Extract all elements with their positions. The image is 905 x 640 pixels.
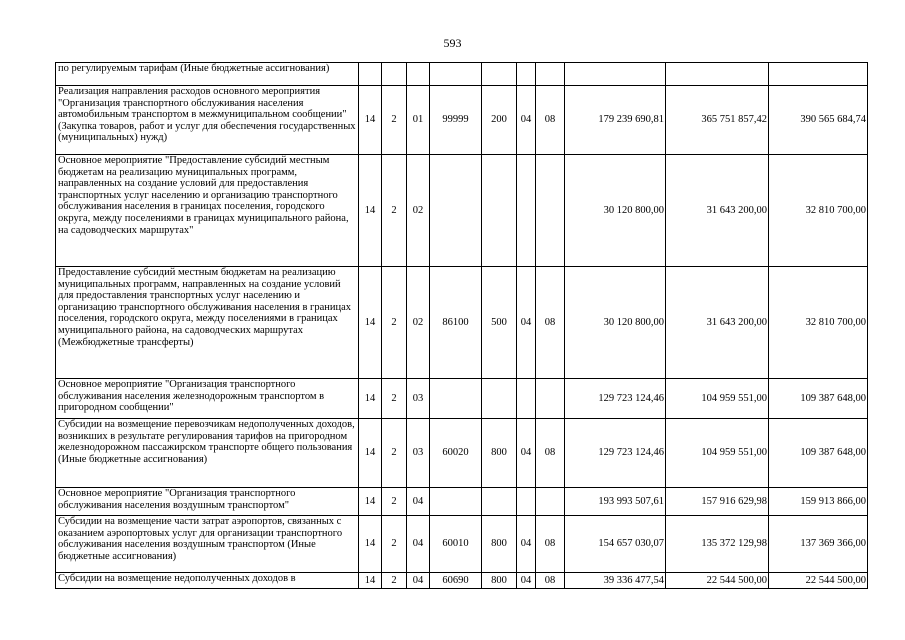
amount-year-2: 365 751 857,42 [666, 86, 769, 155]
expense-direction-code [430, 63, 482, 86]
row-name: по регулируемым тарифам (Иные бюджетные ассигнования) [56, 63, 359, 86]
subsection-code [536, 155, 565, 267]
activity-code: 02 [407, 155, 430, 267]
program-code: 14 [359, 573, 382, 589]
subprogram-code: 2 [382, 516, 407, 573]
activity-code: 01 [407, 86, 430, 155]
row-name: Реализация направления расходов основного мероприятия "Организация транспортного обслуживания населения автомобильным транспортом в межмуниципальном сообщении" (Закупка товаров, работ и услуг для обеспечения государственных (муниципальных) нужд) [56, 86, 359, 155]
amount-year-1: 129 723 124,46 [565, 419, 666, 488]
amount-year-3: 390 565 684,74 [769, 86, 868, 155]
table-row [56, 573, 868, 589]
row-name: Основное мероприятие "Организация транспортного обслуживания населения воздушным транспортом" [56, 488, 359, 516]
expense-type-code [482, 63, 517, 86]
subprogram-code: 2 [382, 155, 407, 267]
amount-year-2: 31 643 200,00 [666, 155, 769, 267]
row-name: Субсидии на возмещение недополученных доходов в [56, 573, 359, 589]
amount-year-3 [769, 63, 868, 86]
expense-direction-code [430, 379, 482, 419]
expense-direction-code: 60010 [430, 516, 482, 573]
activity-code: 03 [407, 379, 430, 419]
section-code: 04 [517, 516, 536, 573]
table-row [56, 488, 868, 516]
section-code [517, 155, 536, 267]
section-code [517, 379, 536, 419]
subprogram-code: 2 [382, 573, 407, 589]
subsection-code [536, 63, 565, 86]
amount-year-1: 30 120 800,00 [565, 155, 666, 267]
expense-direction-code: 99999 [430, 86, 482, 155]
amount-year-3: 109 387 648,00 [769, 379, 868, 419]
subsection-code: 08 [536, 419, 565, 488]
program-code: 14 [359, 379, 382, 419]
subsection-code: 08 [536, 516, 565, 573]
subprogram-code [382, 63, 407, 86]
section-code [517, 63, 536, 86]
expense-direction-code: 86100 [430, 267, 482, 379]
activity-code: 04 [407, 573, 430, 589]
program-code: 14 [359, 419, 382, 488]
expense-type-code: 200 [482, 86, 517, 155]
expense-direction-code [430, 155, 482, 267]
activity-code [407, 63, 430, 86]
row-name: Субсидии на возмещение части затрат аэропортов, связанных с оказанием аэропортовых услуг для организации транспортного обслуживания населения воздушным транспортом (Иные бюджетные ассигнования) [56, 516, 359, 573]
expense-type-code [482, 155, 517, 267]
subsection-code: 08 [536, 86, 565, 155]
amount-year-1 [565, 63, 666, 86]
subsection-code [536, 379, 565, 419]
expense-type-code [482, 379, 517, 419]
subprogram-code: 2 [382, 86, 407, 155]
section-code: 04 [517, 419, 536, 488]
program-code: 14 [359, 488, 382, 516]
row-name: Предоставление субсидий местным бюджетам на реализацию муниципальных программ, направленных на создание условий для предоставления транспортных услуг населению и организацию транспортного обслуживания населения в границах поселения, городского округа, между поселениями в границах муниципального района, на садоводческих маршрутах (Межбюджетные трансферты) [56, 267, 359, 379]
subsection-code: 08 [536, 573, 565, 589]
table-row [56, 267, 868, 379]
program-code: 14 [359, 516, 382, 573]
expense-type-code [482, 488, 517, 516]
activity-code: 04 [407, 488, 430, 516]
expense-direction-code [430, 488, 482, 516]
expense-type-code: 800 [482, 516, 517, 573]
table-row [56, 155, 868, 267]
amount-year-3: 32 810 700,00 [769, 267, 868, 379]
amount-year-1: 39 336 477,54 [565, 573, 666, 589]
amount-year-3: 159 913 866,00 [769, 488, 868, 516]
amount-year-1: 193 993 507,61 [565, 488, 666, 516]
budget-table [55, 62, 868, 589]
amount-year-2: 135 372 129,98 [666, 516, 769, 573]
amount-year-2: 104 959 551,00 [666, 419, 769, 488]
table-row [56, 63, 868, 86]
amount-year-1: 179 239 690,81 [565, 86, 666, 155]
row-name: Основное мероприятие "Предоставление субсидий местным бюджетам на реализацию муниципальных программ, направленных на создание условий для предоставления транспортных услуг населению и организацию транспортного обслуживания населения в границах поселения, городского округа, между поселениями в границах муниципального района, на садоводческих маршрутах" [56, 155, 359, 267]
amount-year-3: 22 544 500,00 [769, 573, 868, 589]
program-code [359, 63, 382, 86]
activity-code: 02 [407, 267, 430, 379]
amount-year-3: 109 387 648,00 [769, 419, 868, 488]
amount-year-2: 157 916 629,98 [666, 488, 769, 516]
budget-table-body [56, 63, 868, 589]
table-row [56, 86, 868, 155]
amount-year-1: 129 723 124,46 [565, 379, 666, 419]
expense-type-code: 800 [482, 573, 517, 589]
section-code: 04 [517, 573, 536, 589]
amount-year-2: 22 544 500,00 [666, 573, 769, 589]
table-row [56, 419, 868, 488]
page-number: 593 [443, 36, 462, 50]
row-name: Субсидии на возмещение перевозчикам недополученных доходов, возникших в результате регулирования тарифов на пригородном железнодорожном пассажирском транспорте общего пользования (Иные бюджетные ассигнования) [56, 419, 359, 488]
table-row [56, 516, 868, 573]
amount-year-1: 154 657 030,07 [565, 516, 666, 573]
amount-year-2 [666, 63, 769, 86]
amount-year-1: 30 120 800,00 [565, 267, 666, 379]
expense-type-code: 800 [482, 419, 517, 488]
section-code: 04 [517, 267, 536, 379]
program-code: 14 [359, 267, 382, 379]
activity-code: 04 [407, 516, 430, 573]
program-code: 14 [359, 86, 382, 155]
row-name: Основное мероприятие "Организация транспортного обслуживания населения железнодорожным транспортом в пригородном сообщении" [56, 379, 359, 419]
amount-year-2: 31 643 200,00 [666, 267, 769, 379]
section-code [517, 488, 536, 516]
expense-type-code: 500 [482, 267, 517, 379]
activity-code: 03 [407, 419, 430, 488]
subsection-code: 08 [536, 267, 565, 379]
subprogram-code: 2 [382, 488, 407, 516]
subsection-code [536, 488, 565, 516]
subprogram-code: 2 [382, 419, 407, 488]
program-code: 14 [359, 155, 382, 267]
expense-direction-code: 60690 [430, 573, 482, 589]
table-row [56, 379, 868, 419]
expense-direction-code: 60020 [430, 419, 482, 488]
amount-year-3: 32 810 700,00 [769, 155, 868, 267]
subprogram-code: 2 [382, 379, 407, 419]
section-code: 04 [517, 86, 536, 155]
amount-year-3: 137 369 366,00 [769, 516, 868, 573]
amount-year-2: 104 959 551,00 [666, 379, 769, 419]
subprogram-code: 2 [382, 267, 407, 379]
